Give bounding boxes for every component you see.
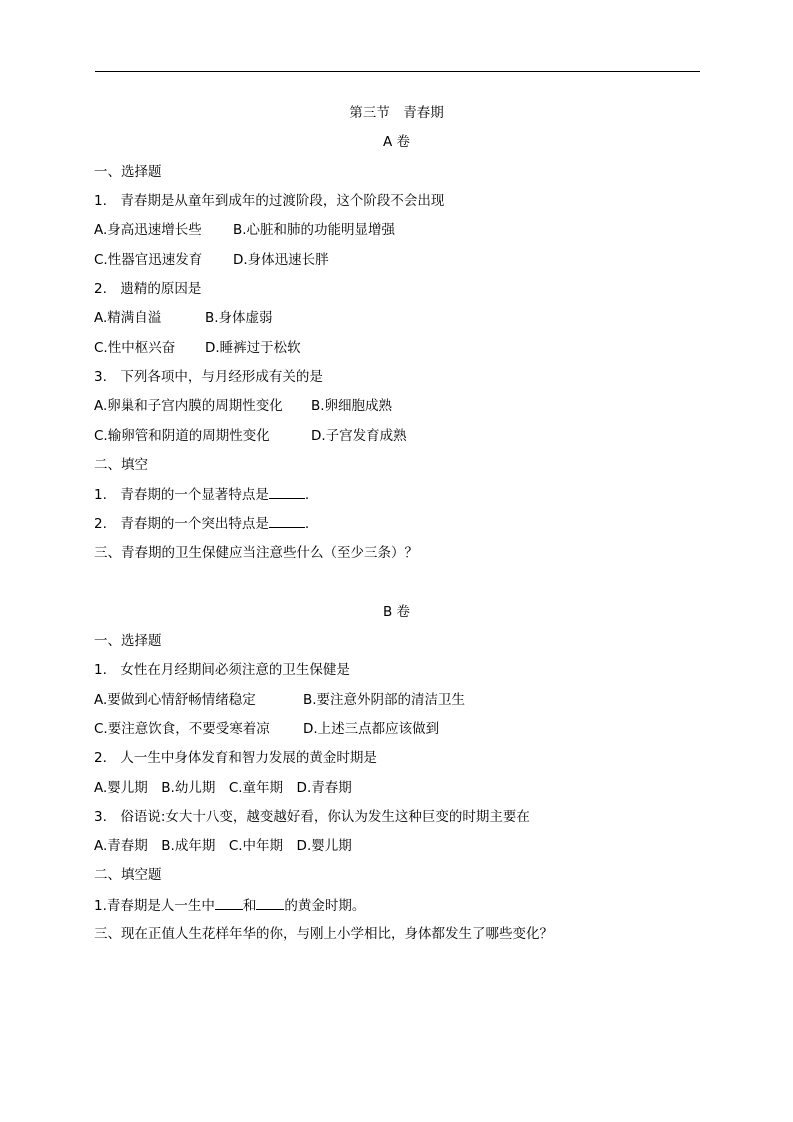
b-q1-option-b: B.要注意外阴部的清洁卫生 bbox=[303, 692, 466, 708]
b-fill-1-blank-2[interactable] bbox=[256, 896, 284, 910]
b-q1-option-a: A.要做到心情舒畅情绪稳定 bbox=[94, 692, 256, 708]
b-fill-1-part1: 1.青春期是人一生中 bbox=[94, 898, 215, 914]
a-q3-option-d: D.子宫发育成熟 bbox=[311, 428, 407, 444]
a-fill-2 bbox=[94, 514, 309, 533]
b-q2-options: A.婴儿期 B.幼儿期 C.童年期 D.青春期 bbox=[94, 780, 352, 796]
page-title: 第三节 青春期 bbox=[349, 105, 444, 121]
b-fill-1-part3: 的黄金时期。 bbox=[284, 898, 366, 914]
a-q3-option-b: B.卵细胞成熟 bbox=[311, 398, 393, 414]
b-section-essay: 三、现在正值人生花样年华的你，与刚上小学相比，身体都发生了哪些变化？ bbox=[94, 926, 553, 942]
a-question-2: 2. 遗精的原因是 bbox=[94, 281, 202, 297]
a-fill-1-text: 1. 青春期的一个显著特点是 bbox=[94, 487, 269, 503]
b-fill-1 bbox=[94, 896, 365, 915]
a-question-1: 1. 青春期是从童年到成年的过渡阶段，这个阶段不会出现 bbox=[94, 193, 445, 209]
b-section-choice: 一、选择题 bbox=[94, 633, 162, 649]
a-section-fill: 二、填空 bbox=[94, 457, 148, 473]
a-q3-option-a: A.卵巢和子宫内膜的周期性变化 bbox=[94, 398, 283, 414]
a-q2-option-b: B.身体虚弱 bbox=[205, 310, 273, 326]
a-volume-heading: A 卷 bbox=[382, 134, 411, 150]
b-q1-option-d: D.上述三点都应该做到 bbox=[303, 721, 440, 737]
b-question-2: 2. 人一生中身体发育和智力发展的黄金时期是 bbox=[94, 750, 377, 766]
a-q2-option-a: A.精满自溢 bbox=[94, 310, 162, 326]
a-q1-option-b: B.心脏和肺的功能明显增强 bbox=[233, 222, 396, 238]
a-fill-2-end: . bbox=[304, 516, 310, 532]
b-question-3: 3. 俗语说:女大十八变，越变越好看，你认为发生这种巨变的时期主要在 bbox=[94, 809, 530, 825]
b-volume-heading: B 卷 bbox=[382, 604, 411, 620]
a-question-3: 3. 下列各项中，与月经形成有关的是 bbox=[94, 369, 323, 385]
b-q1-option-c: C.要注意饮食，不要受寒着凉 bbox=[94, 721, 270, 737]
a-q1-option-d: D.身体迅速长胖 bbox=[233, 252, 329, 268]
a-q2-option-d: D.睡裤过于松软 bbox=[205, 340, 301, 356]
a-fill-2-text: 2. 青春期的一个突出特点是 bbox=[94, 516, 269, 532]
b-section-fill: 二、填空题 bbox=[94, 867, 162, 883]
a-section-essay: 三、青春期的卫生保健应当注意些什么（至少三条）？ bbox=[94, 545, 418, 561]
a-q3-option-c: C.输卵管和阴道的周期性变化 bbox=[94, 428, 270, 444]
a-fill-1 bbox=[94, 485, 309, 504]
a-q2-option-c: C.性中枢兴奋 bbox=[94, 340, 176, 356]
b-fill-1-part2: 和 bbox=[242, 898, 257, 914]
a-fill-1-end: . bbox=[304, 487, 310, 503]
a-q1-option-a: A.身高迅速增长些 bbox=[94, 222, 202, 238]
a-section-choice: 一、选择题 bbox=[94, 164, 162, 180]
a-fill-1-blank[interactable] bbox=[269, 485, 305, 499]
b-question-1: 1. 女性在月经期间必须注意的卫生保健是 bbox=[94, 662, 350, 678]
b-q3-options: A.青春期 B.成年期 C.中年期 D.婴儿期 bbox=[94, 838, 352, 854]
header-rule bbox=[95, 71, 700, 72]
b-fill-1-blank-1[interactable] bbox=[215, 896, 243, 910]
a-q1-option-c: C.性器官迅速发育 bbox=[94, 252, 203, 268]
a-fill-2-blank[interactable] bbox=[269, 514, 305, 528]
